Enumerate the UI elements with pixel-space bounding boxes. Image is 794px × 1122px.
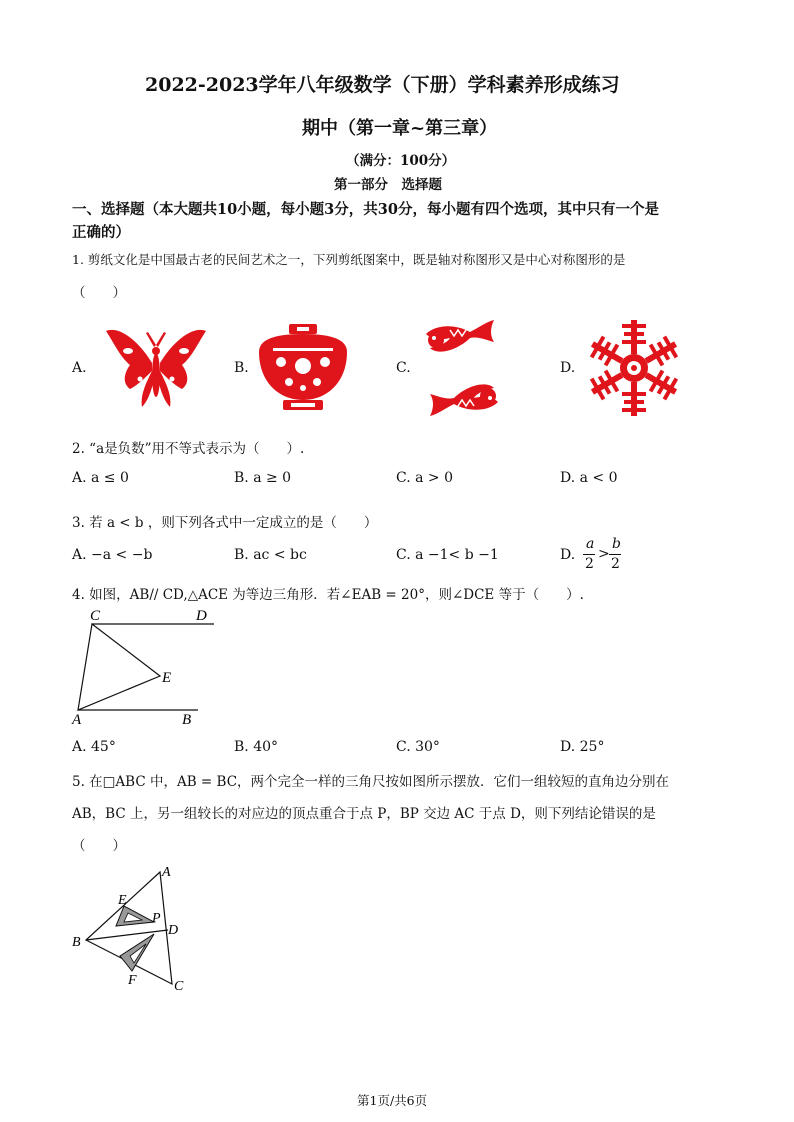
point-e-label: E xyxy=(118,893,127,908)
point-d-label: D xyxy=(168,923,179,938)
q3-option-a[interactable]: A. −a < −b xyxy=(72,547,153,563)
point-f-label: F xyxy=(128,973,137,988)
set-square-upper xyxy=(116,906,154,926)
q2-option-b[interactable]: B. a ≥ 0 xyxy=(234,470,292,486)
q3-option-c[interactable]: C. a −1< b −1 xyxy=(396,547,499,563)
point-a-label: A xyxy=(72,712,82,728)
point-c-label: C xyxy=(174,979,184,994)
q2-option-d[interactable]: D. a < 0 xyxy=(560,470,618,486)
page-number: 第1页/共6页 xyxy=(357,1093,428,1108)
point-p-label: P xyxy=(152,911,161,926)
q2-option-a[interactable]: A. a ≤ 0 xyxy=(72,470,129,486)
q4-option-b[interactable]: B. 40° xyxy=(234,739,279,755)
q3-option-b[interactable]: B. ac < bc xyxy=(234,547,307,563)
q1-stem: 1. 剪纸文化是中国最古老的民间艺术之一，下列剪纸图案中，既是轴对称图形又是中心对称图形的是 xyxy=(72,252,626,267)
part-heading: 第一部分 选择题 xyxy=(334,177,442,193)
q3-d-frac-a-numerator: a xyxy=(586,536,595,552)
q3-d-frac-a-bar xyxy=(583,554,595,555)
q4-stem: 4. 如图，AB// CD,△ACE 为等边三角形．若∠EAB = 20°，则∠DCE 等于（ ）. xyxy=(72,587,584,603)
snowflake-papercut-image[interactable] xyxy=(582,316,686,420)
q5-stem-line2: AB，BC 上，另一组较长的对应边的顶点重合于点 P，BP 交边 AC 于点 D，则下列结论错误的是 xyxy=(72,806,656,822)
two-fish-papercut-image[interactable] xyxy=(420,316,504,420)
q3-stem: 3. 若 a < b ，则下列各式中一定成立的是（ ） xyxy=(72,515,378,531)
q2-option-c[interactable]: C. a > 0 xyxy=(396,470,453,486)
round-bowl-papercut-image[interactable] xyxy=(253,322,353,414)
point-b-label: B xyxy=(182,712,192,728)
exam-subtitle: 期中（第一章~第三章） xyxy=(302,118,498,139)
q1-paren: （ ） xyxy=(72,285,126,301)
q1-option-a-label: A. xyxy=(72,360,87,376)
q2-stem: 2. “a是负数”用不等式表示为（ ）. xyxy=(72,441,305,457)
point-a-label: A xyxy=(162,865,171,880)
exam-title: 2022-2023学年八年级数学（下册）学科素养形成练习 xyxy=(145,74,620,96)
q1-option-d-label: D. xyxy=(560,360,576,376)
line-bd xyxy=(86,930,168,940)
point-d-label: D xyxy=(196,608,207,624)
q3-d-frac-b-numerator: b xyxy=(612,536,621,552)
point-c-label: C xyxy=(90,608,101,624)
q3-d-greater-sign: > xyxy=(598,546,610,562)
q3-d-frac-a-denominator: 2 xyxy=(585,556,594,572)
section-heading-line2: 正确的） xyxy=(72,224,130,241)
triangle-ace xyxy=(78,624,160,710)
butterfly-papercut-image[interactable] xyxy=(100,323,212,415)
point-e-label: E xyxy=(162,670,172,686)
q4-option-c[interactable]: C. 30° xyxy=(396,739,440,755)
q5-figure xyxy=(68,860,198,996)
q5-stem-line1: 5. 在□ABC 中，AB = BC，两个完全一样的三角尺按如图所示摆放．它们一组较短的直角边分别在 xyxy=(72,774,670,790)
q1-option-b-label: B. xyxy=(234,360,249,376)
full-score: （满分：100分） xyxy=(346,153,456,169)
q4-option-a[interactable]: A. 45° xyxy=(72,739,116,755)
q3-option-d-label[interactable]: D. xyxy=(560,547,576,563)
q3-d-frac-b-bar xyxy=(609,554,621,555)
section-heading-line1: 一、选择题（本大题共10小题，每小题3分，共30分，每小题有四个选项，其中只有一个是 xyxy=(72,201,659,218)
point-b-label: B xyxy=(72,935,81,950)
q3-d-frac-b-denominator: 2 xyxy=(611,556,620,572)
q4-option-d[interactable]: D. 25° xyxy=(560,739,605,755)
q1-option-c-label: C. xyxy=(396,360,411,376)
q4-figure xyxy=(68,606,218,730)
q5-paren: （ ） xyxy=(72,838,126,854)
